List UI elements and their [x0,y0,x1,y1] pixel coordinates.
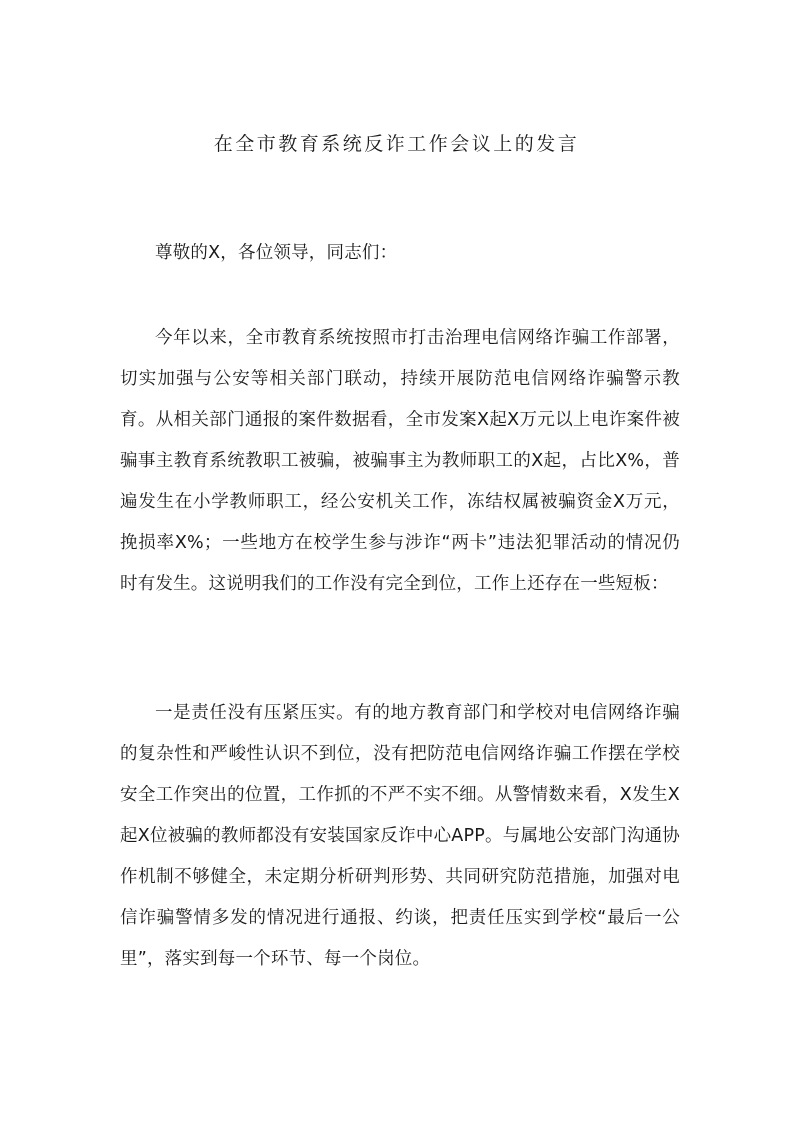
document-title: 在全市教育系统反诈工作会议上的发言 [213,133,580,155]
greeting-paragraph: 尊敬的X，各位领导，同志们： [155,243,398,263]
body-paragraph-1: 今年以来，全市教育系统按照市打击治理电信网络诈骗工作部署，切实加强与公安等相关部门联动，持续开展防范电信网络诈骗警示教育。从相关部门通报的案件数据看，全市发案X起X万元以上电诈案件被骗事主教育系统教职工被骗，被骗事主为教师职工的X起，占比X%，普遍发生在小学教师职工，经公安机关工作，冻结权属被骗资金X万元，挽损率X%；一些地方在校学生参与涉诈“两卡”违法犯罪活动的情况仍时有发生。这说明我们的工作没有完全到位，工作上还存在一些短板： [120,328,680,594]
body-paragraph-2: 一是责任没有压紧压实。有的地方教育部门和学校对电信网络诈骗的复杂性和严峻性认识不到位，没有把防范电信网络诈骗工作摆在学校安全工作突出的位置，工作抓的不严不实不细。从警情数来看，X发生X起X位被骗的教师都没有安装国家反诈中心APP。与属地公安部门沟通协作机制不够健全，未定期分析研判形势、共同研究防范措施，加强对电信诈骗警情多发的情况进行通报、约谈，把责任压实到学校“最后一公里”，落实到每一个环节、每一个岗位。 [120,703,680,969]
